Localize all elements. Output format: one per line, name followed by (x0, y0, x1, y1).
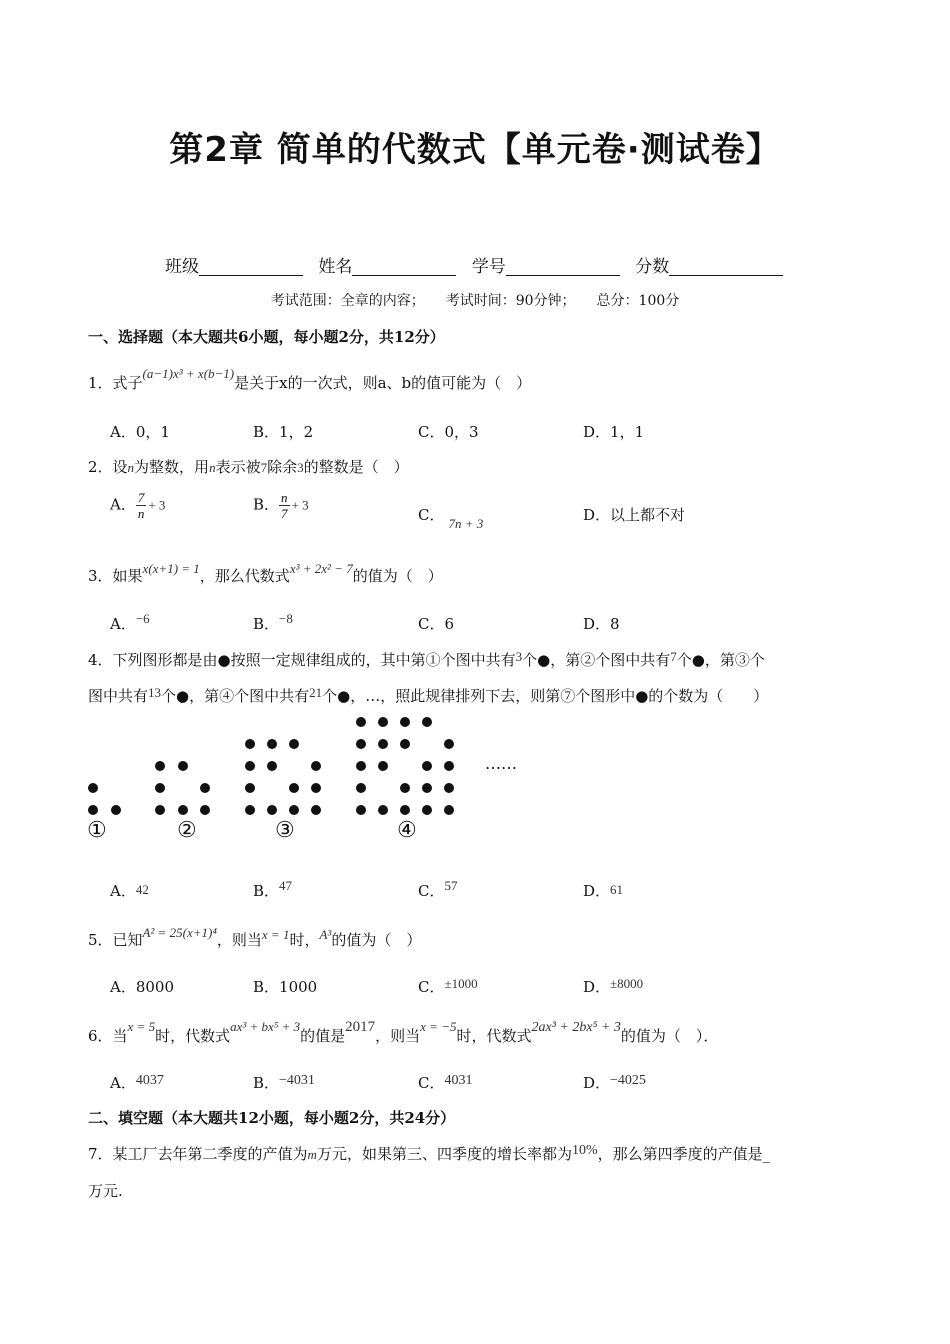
q1-option-d: D．1，1 (583, 423, 645, 441)
q6-value: 2017 (345, 1019, 376, 1035)
q4-line2-b: 个●，第④个图中共有 (161, 687, 310, 705)
q2-num-3: 3 (297, 460, 304, 475)
q2-option-a (110, 490, 165, 521)
figure-1-dot (88, 783, 98, 793)
q7-text-c: ，那么第四季度的产值是_ (597, 1145, 771, 1163)
q1-prefix: 1．式子 (88, 374, 143, 392)
q6-prefix: 6．当 (88, 1027, 128, 1045)
q6-option-a (110, 1072, 164, 1093)
q5-option-d (583, 976, 643, 997)
figure-4-dot (444, 739, 454, 749)
figure-2-dot (155, 805, 165, 815)
q3-option-b-value: −8 (279, 611, 293, 626)
q3-condition: x(x+1) = 1 (142, 561, 200, 576)
figure-4-dot (444, 761, 454, 771)
q3-option-a-label: A． (110, 615, 136, 633)
figure-1-label: ① (87, 818, 107, 843)
question-2 (88, 456, 409, 477)
q2-text-c: 表示被 (215, 458, 261, 476)
q2-option-b-tail: + 3 (291, 497, 309, 513)
q7-var-m: m (307, 1147, 317, 1162)
figure-3-dot (245, 783, 255, 793)
q4-option-b-label: B． (253, 882, 280, 900)
class-label: 班级 (165, 257, 199, 277)
figure-4-dot (422, 717, 432, 727)
figure-4-dot (444, 805, 454, 815)
q5-given: A² = 25(x+1)⁴ (142, 925, 217, 940)
q4-line1-b: 个●，第②个图中共有 (522, 651, 671, 669)
q6-expression-1: ax³ + bx⁵ + 3 (230, 1019, 301, 1034)
figure-3-dot (245, 739, 255, 749)
q2-text-a: 2．设 (88, 458, 128, 476)
figure-4-dot (356, 717, 366, 727)
question-7-line-2: 万元. (88, 1182, 123, 1200)
figure-2-label: ② (177, 818, 197, 843)
q2-text-b: 为整数，用 (134, 458, 210, 476)
figure-4-dot (378, 717, 388, 727)
figure-3-dot (267, 805, 277, 815)
q4-option-d (583, 880, 623, 901)
q6-option-d-label: D． (583, 1074, 611, 1092)
q4-line1-a: 4．下列图形都是由●按照一定规律组成的，其中第①个图中共有 (88, 651, 516, 669)
q6-condition-1: x = 5 (127, 1019, 156, 1034)
figure-4-dot (444, 783, 454, 793)
name-blank (352, 257, 456, 276)
q6-text-3: ，则当 (375, 1027, 421, 1045)
q2-option-a-fraction (136, 490, 147, 521)
figure-3-dot (311, 805, 321, 815)
figure-4-dot (356, 783, 366, 793)
q5-mid: ，则当 (216, 931, 262, 949)
q2-option-c (418, 504, 484, 531)
q4-option-a (110, 880, 149, 901)
q2-option-a-den: n (137, 506, 145, 521)
q2-option-a-num: 7 (137, 490, 145, 505)
figure-4-dot (400, 783, 410, 793)
section-1-heading: 一、选择题（本大题共6小题，每小题2分，共12分） (88, 328, 445, 346)
q5-option-b: B．1000 (253, 978, 318, 996)
figure-3-dot (289, 739, 299, 749)
q4-line1-c: 个●，第③个 (676, 651, 765, 669)
figure-4-dot (400, 717, 410, 727)
q6-option-d-value: −4025 (610, 1073, 646, 1088)
figure-4-label: ④ (397, 818, 417, 843)
q1-option-c: C．0，3 (418, 423, 479, 441)
q1-suffix: 是关于x的一次式，则a、b的值可能为（ ） (234, 374, 532, 392)
q5-prefix: 5．已知 (88, 931, 143, 949)
figure-2-dot (178, 761, 188, 771)
q2-option-c-label: C． (418, 506, 445, 524)
q4-option-b (253, 880, 292, 901)
figure-4-dot (400, 805, 410, 815)
q5-suffix: 的值为（ ） (331, 931, 422, 949)
q6-text-5: 的值为（ ）． (620, 1027, 719, 1045)
q3-option-b (253, 613, 293, 634)
q3-suffix: 的值为（ ） (352, 567, 443, 585)
q2-num-7: 7 (260, 460, 268, 475)
q3-option-b-label: B． (253, 615, 280, 633)
q4-option-c-label: C． (418, 882, 445, 900)
q4-num-13: 13 (148, 685, 162, 700)
q5-option-d-label: D． (583, 978, 611, 996)
question-4-line-1 (88, 649, 765, 670)
q4-option-b-value: 47 (279, 878, 293, 893)
figure-2-dot (200, 783, 210, 793)
question-6 (88, 1019, 719, 1046)
figure-3-label: ③ (275, 818, 295, 843)
q2-var-n-2: n (209, 460, 216, 475)
score-label: 分数 (635, 257, 670, 277)
figure-4-dot (378, 761, 388, 771)
figure-4-dot (356, 761, 366, 771)
section-2-heading: 二、填空题（本大题共12小题，每小题2分，共24分） (88, 1109, 456, 1127)
figure-4-dot (378, 805, 388, 815)
question-4-line-2 (88, 685, 768, 706)
q6-text-1: 时，代数式 (155, 1027, 231, 1045)
q2-text-e: 的整数是（ ） (303, 458, 409, 476)
page-title: 第2章 简单的代数式【单元卷·测试卷】 (169, 130, 781, 170)
q3-option-c: C．6 (418, 615, 455, 633)
q5-option-c-value: ±1000 (444, 976, 478, 991)
question-5 (88, 925, 422, 950)
figure-4-dot (422, 761, 432, 771)
figure-2-dot (200, 805, 210, 815)
q3-mid: ，那么代数式 (199, 567, 290, 585)
q6-text-4: 时，代数式 (456, 1027, 532, 1045)
q4-line2-a: 图中共有 (88, 687, 149, 705)
figure-3-dot (245, 805, 255, 815)
figure-3-dot (289, 805, 299, 815)
figure-4-dot (378, 739, 388, 749)
q6-text-2: 的值是 (300, 1027, 346, 1045)
q7-text-a: 7．某工厂去年第二季度的产值为 (88, 1145, 308, 1163)
name-label: 姓名 (318, 257, 353, 277)
q2-option-b-label: B． (253, 495, 280, 514)
q6-option-c (418, 1072, 472, 1093)
q6-option-c-value: 4031 (444, 1073, 473, 1088)
q2-var-n: n (127, 460, 135, 475)
q4-line2-c: 个●，…，照此规律排列下去，则第⑦个图形中●的个数为（ ） (322, 687, 769, 705)
figure-4-dot (356, 805, 366, 815)
q7-rate: 10% (571, 1143, 598, 1158)
q6-condition-2: x = −5 (420, 1019, 457, 1034)
q3-prefix: 3．如果 (88, 567, 143, 585)
q4-num-21: 21 (309, 685, 323, 700)
q3-option-d: D．8 (583, 615, 620, 633)
q6-option-b-label: B． (253, 1074, 280, 1092)
q5-target: A³ (319, 927, 332, 942)
q5-option-d-value: ±8000 (610, 976, 644, 991)
q4-option-a-label: A． (110, 882, 136, 900)
figure-3-dot (267, 761, 277, 771)
q5-option-c (418, 976, 478, 997)
figure-4-dot (422, 805, 432, 815)
q2-option-b (253, 490, 309, 521)
question-3 (88, 561, 443, 586)
figure-3-dot (311, 783, 321, 793)
figure-2-dot (178, 805, 188, 815)
q4-option-c (418, 880, 457, 901)
q3-expression: x³ + 2x² − 7 (289, 561, 353, 576)
figure-1-dot (88, 805, 98, 815)
q3-option-a (110, 613, 150, 634)
figure-4-dot (400, 739, 410, 749)
q1-option-a: A．0，1 (110, 423, 170, 441)
question-1 (88, 366, 532, 393)
q2-option-a-label: A． (110, 495, 136, 514)
id-blank (506, 257, 620, 276)
figure-3-dot (245, 761, 255, 771)
q5-option-a: A．8000 (110, 978, 175, 996)
q4-option-d-value: 61 (610, 882, 624, 897)
q6-option-b (253, 1072, 315, 1093)
q6-option-a-value: 4037 (135, 1073, 164, 1088)
q2-option-b-den: 7 (281, 506, 288, 521)
class-blank (199, 257, 303, 276)
figure-4-dot (422, 783, 432, 793)
q3-option-a-value: −6 (135, 611, 150, 626)
q2-option-d: D．以上都不对 (583, 506, 686, 524)
q4-option-a-value: 42 (135, 882, 149, 897)
q1-option-b: B．1，2 (253, 423, 314, 441)
q2-option-b-num: n (281, 490, 288, 505)
q7-text-b: 万元，如果第三、四季度的增长率都为 (316, 1145, 572, 1163)
q4-num-7: 7 (670, 649, 677, 664)
q6-option-d (583, 1072, 646, 1093)
figure-3-dot (289, 783, 299, 793)
q4-option-d-label: D． (583, 882, 611, 900)
q1-expression: (a−1)x³ + x(b−1) (142, 366, 235, 381)
figure-3-dot (267, 739, 277, 749)
q5-condition: x = 1 (261, 927, 290, 942)
q5-option-c-label: C． (418, 978, 445, 996)
figure-3-dot (311, 761, 321, 771)
figure-2-dot (155, 761, 165, 771)
exam-scope: 考试范围：全章的内容； 考试时间：90分钟； 总分：100分 (270, 293, 680, 309)
figure-ellipsis: …… (485, 754, 517, 773)
q4-option-c-value: 57 (444, 878, 458, 893)
id-label: 学号 (471, 257, 506, 277)
q2-text-d: 除余 (267, 458, 298, 476)
q6-option-b-value: −4031 (279, 1073, 315, 1088)
q2-option-a-tail: + 3 (148, 497, 166, 513)
score-blank (669, 257, 783, 276)
figure-1-dot (111, 805, 121, 815)
figure-4-dot (356, 739, 366, 749)
q6-option-c-label: C． (418, 1074, 445, 1092)
student-info-line (165, 252, 783, 277)
q2-option-c-expr: 7n + 3 (448, 516, 484, 531)
q6-option-a-label: A． (110, 1074, 136, 1092)
q4-num-3: 3 (515, 649, 523, 664)
question-7 (88, 1143, 770, 1164)
q6-expression-2: 2ax³ + 2bx⁵ + 3 (531, 1020, 621, 1035)
figure-2-dot (155, 783, 165, 793)
q2-option-b-fraction (279, 490, 290, 521)
q5-mid2: 时， (289, 931, 320, 949)
